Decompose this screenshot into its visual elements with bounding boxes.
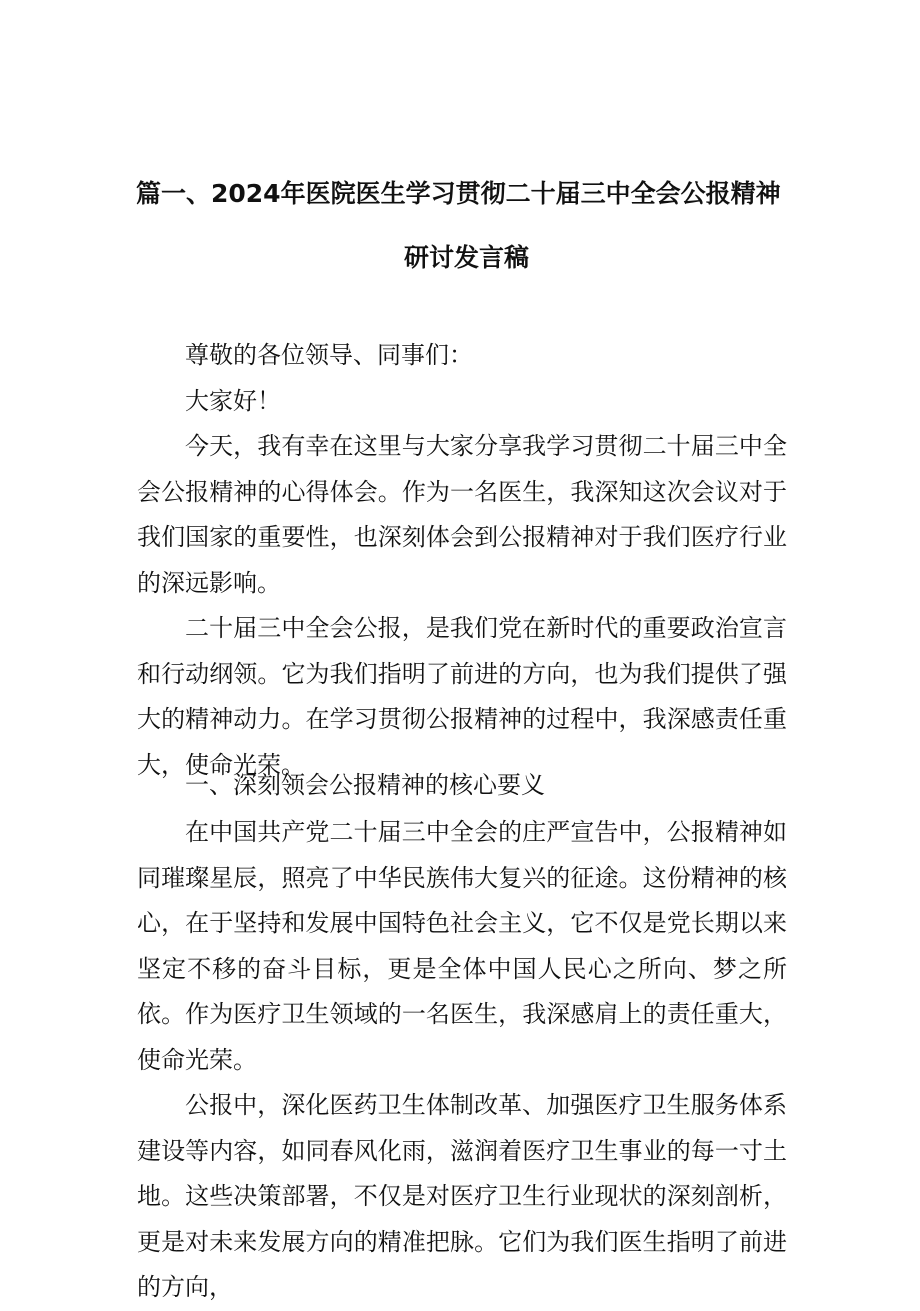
intro-paragraphs	[137, 424, 787, 788]
paragraph: 二十届三中全会公报，是我们党在新时代的重要政治宣言和行动纲领。它为我们指明了前进的方向，也为我们提供了强大的精神动力。在学习贯彻公报精神的过程中，我深感责任重大，使命光荣。	[137, 614, 787, 779]
document-title-line-1: 篇一、2024年医院医生学习贯彻二十届三中全会公报精神	[136, 179, 781, 208]
paragraph: 公报中，深化医药卫生体制改革、加强医疗卫生服务体系建设等内容，如同春风化雨，滋润着医疗卫生事业的每一寸土地。这些决策部署，不仅是对医疗卫生行业现状的深刻剖析，更是对未来发展方向的精准把脉。它们为我们医生指明了前进的方向，	[137, 1091, 787, 1301]
greeting: 大家好！	[185, 386, 281, 415]
paragraph: 今天，我有幸在这里与大家分享我学习贯彻二十届三中全会公报精神的心得体会。作为一名医生，我深知这次会议对于我们国家的重要性，也深刻体会到公报精神对于我们医疗行业的深远影响。	[137, 432, 787, 597]
greeting-block	[137, 333, 787, 424]
salutation: 尊敬的各位领导、同事们：	[185, 341, 473, 369]
paragraph: 在中国共产党二十届三中全会的庄严宣告中，公报精神如同璀璨星辰，照亮了中华民族伟大复兴的征途。这份精神的核心，在于坚持和发展中国特色社会主义，它不仅是党长期以来坚定不移的奋斗目标，更是全体中国人民心之所向、梦之所依。作为医疗卫生领域的一名医生，我深感肩上的责任重大，使命光荣。	[137, 818, 787, 1074]
section-heading: 一、深刻领会公报精神的核心要义	[185, 771, 545, 799]
document-title-line-2: 研讨发言稿	[404, 243, 530, 272]
section-paragraphs	[137, 810, 787, 1311]
